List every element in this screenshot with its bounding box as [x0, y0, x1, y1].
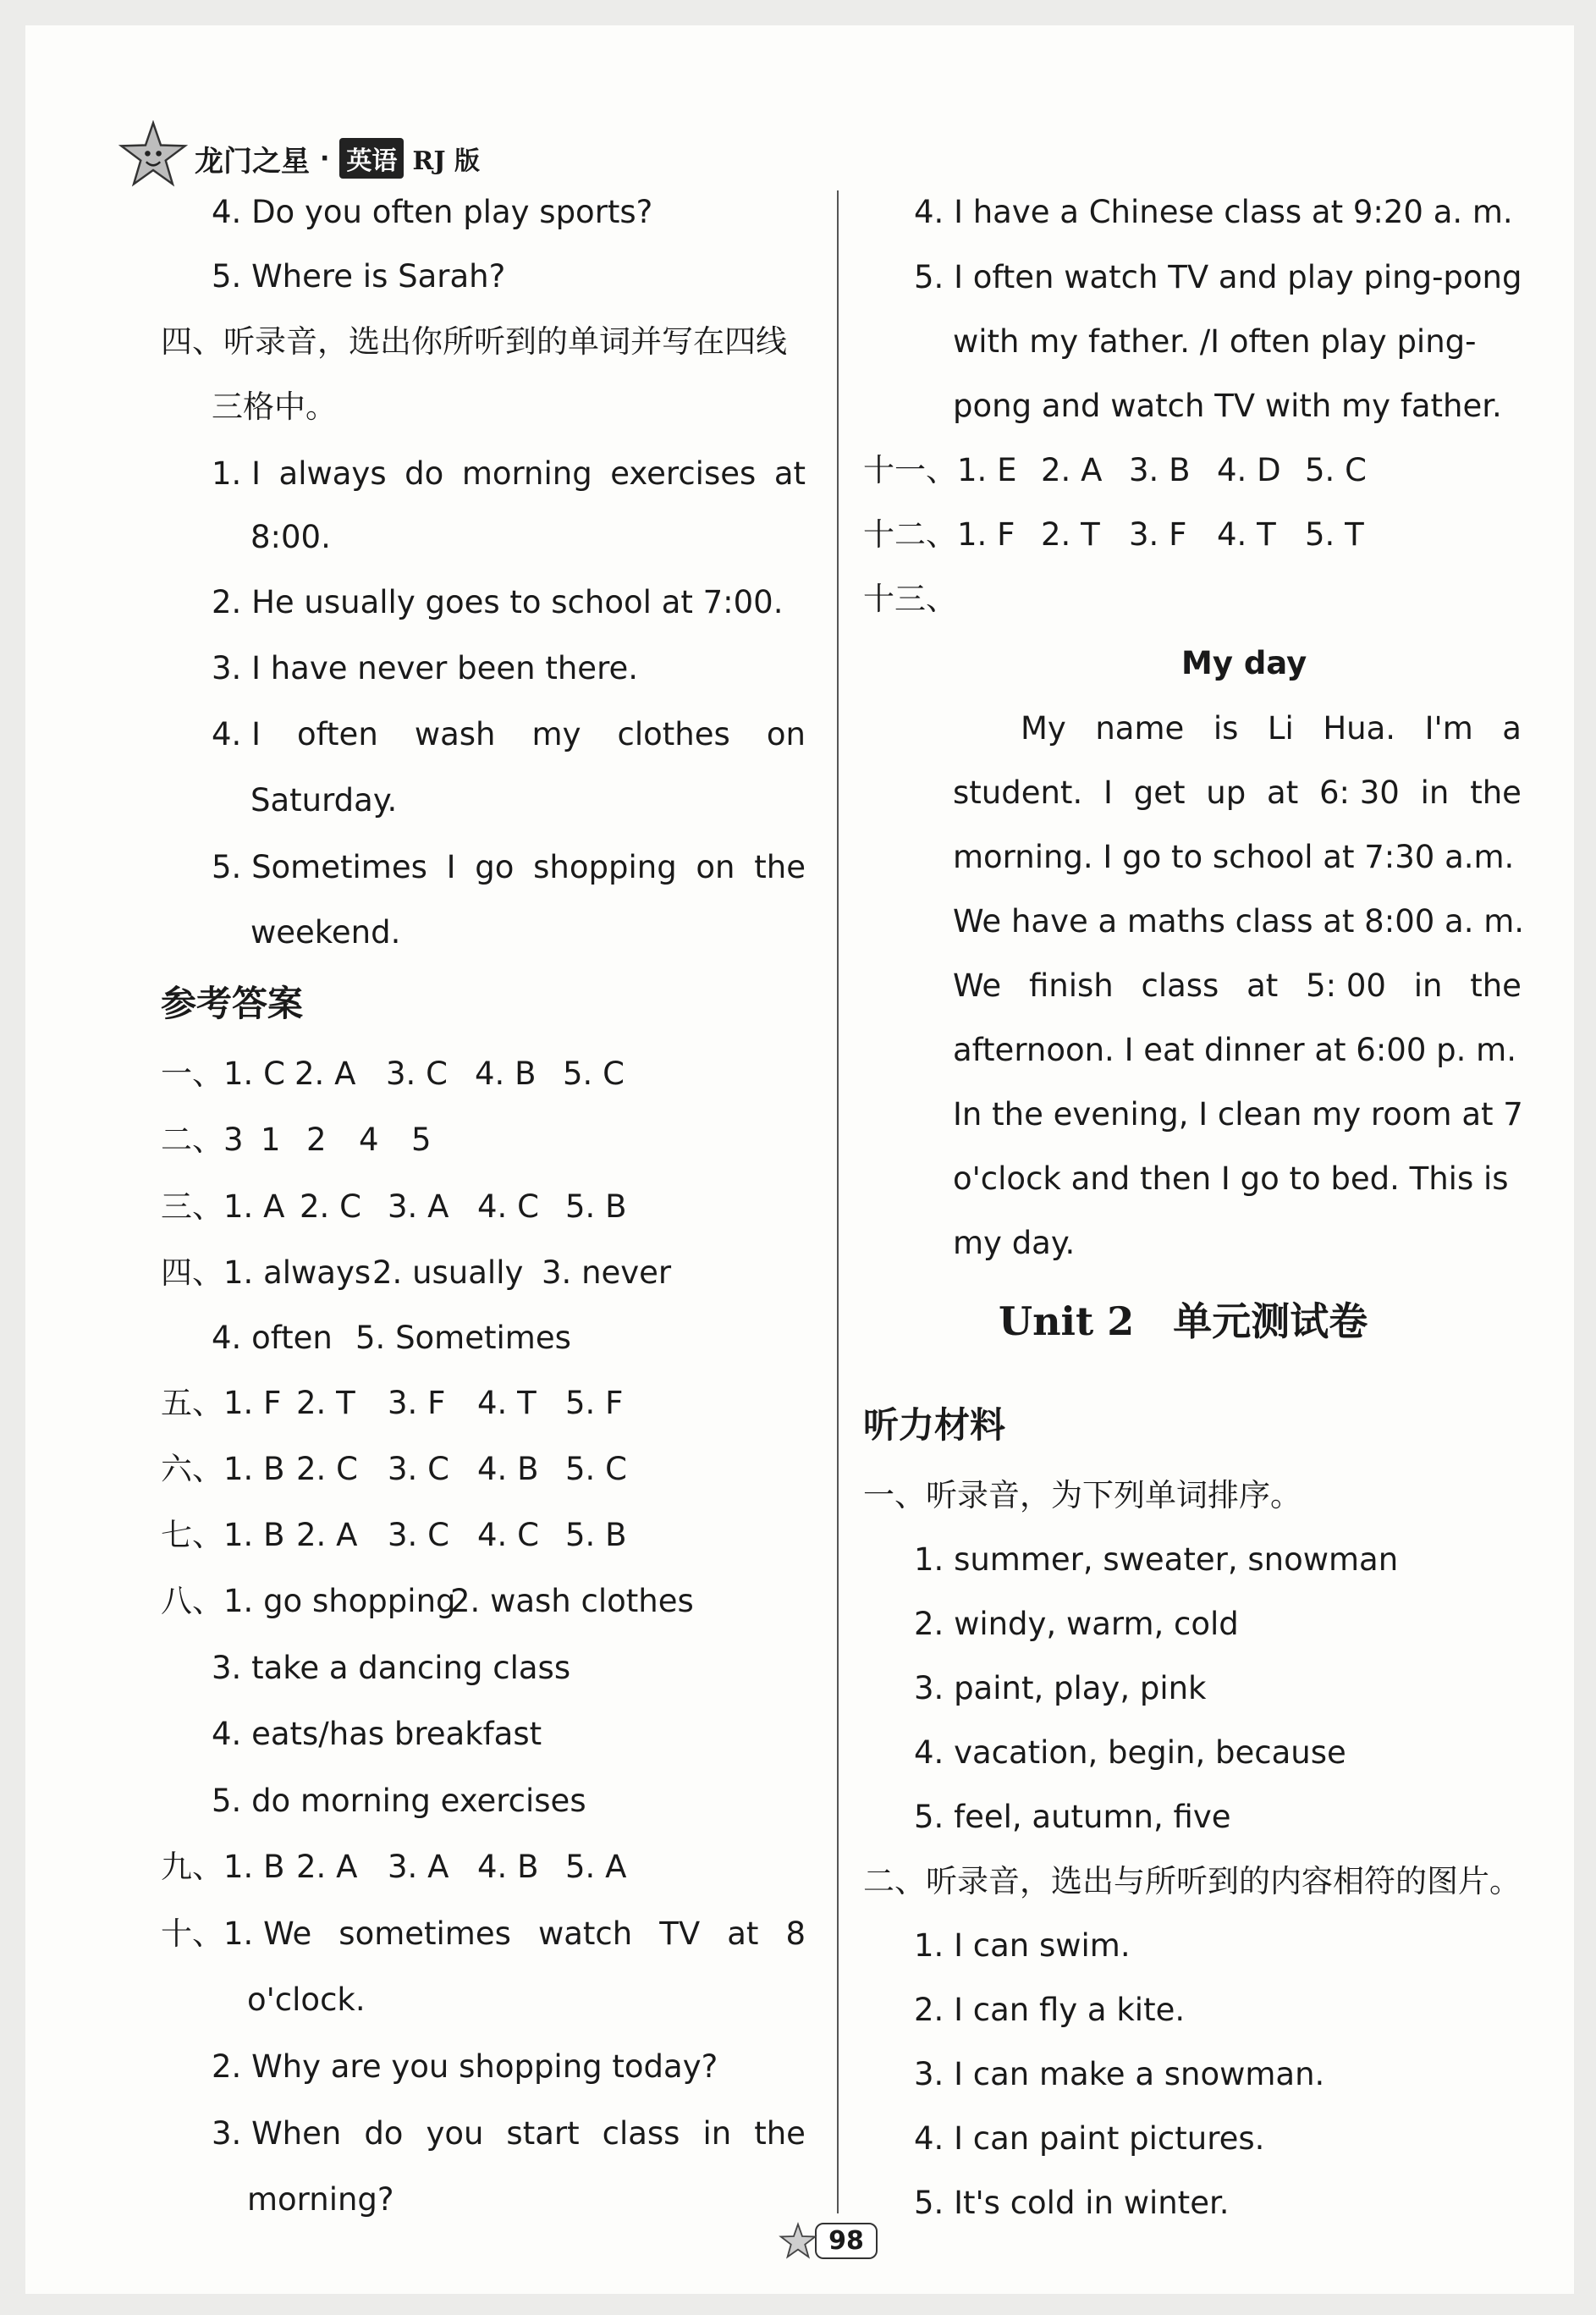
essay-line-8: o'clock and then I go to bed. This is	[953, 1160, 1509, 1197]
answer-row-4-cont: 4. often 5. Sometimes	[212, 1320, 571, 1356]
page-number-label: 98	[815, 2223, 878, 2259]
s4-item-1: 1. I always do morning exercises at	[212, 455, 806, 492]
answer-row-13: 十三、	[863, 581, 957, 617]
brand-separator: ·	[320, 143, 330, 174]
s4-item-5: 5. Sometimes I go shopping on the	[212, 849, 806, 885]
essay-title: My day	[1181, 645, 1307, 681]
section-4-title: 四、听录音，选出你所听到的单词并写在四线	[161, 323, 787, 360]
answer-row-10-item-1-cont: o'clock.	[247, 1982, 366, 2018]
unit2-s2-item-3: 3. I can make a snowman.	[914, 2056, 1325, 2092]
section-4-title-cont: 三格中。	[212, 389, 337, 425]
unit2-s1-item-2: 2. windy, warm, cold	[914, 1606, 1239, 1642]
answer-row-4: 四、1. always2. usually 3. never	[161, 1254, 672, 1291]
essay-line-6: afternoon. I eat dinner at 6:00 p. m.	[953, 1032, 1516, 1068]
brand-title: 龙门之星	[195, 144, 310, 179]
unit2-s1-item-1: 1. summer, sweater, snowman	[914, 1541, 1399, 1578]
essay-line-9: my day.	[953, 1225, 1076, 1261]
edition-label: RJ 版	[412, 146, 480, 176]
answer-row-5: 五、1. F 2. T 3. F 4. T 5. F	[161, 1385, 624, 1421]
listening-q4: 4. Do you often play sports?	[212, 194, 653, 230]
answer-row-2: 二、3 1 2 4 5	[161, 1122, 432, 1158]
translation-item-5-cont-2: pong and watch TV with my father.	[953, 388, 1502, 424]
s4-item-4: 4. I often wash my clothes on	[212, 716, 806, 752]
answer-row-10-item-1: 十、1. We sometimes watch TV at 8	[161, 1915, 806, 1952]
unit2-s1-item-5: 5. feel, autumn, five	[914, 1799, 1231, 1835]
essay-line-7: In the evening, I clean my room at 7	[953, 1096, 1523, 1133]
answer-row-11: 十一、1. E 2. A 3. B 4. D 5. C	[863, 452, 1367, 488]
answer-row-3: 三、1. A 2. C 3. A 4. C 5. B	[161, 1188, 627, 1225]
essay-line-3: morning. I go to school at 7:30 a.m.	[953, 839, 1515, 875]
answer-row-8-item-5: 5. do morning exercises	[212, 1783, 586, 1819]
s4-item-5-cont: weekend.	[250, 914, 401, 951]
s4-item-4-cont: Saturday.	[250, 782, 398, 819]
page-number	[779, 2220, 880, 2261]
answers-heading: 参考答案	[161, 983, 304, 1024]
s4-item-2: 2. He usually goes to school at 7:00.	[212, 584, 784, 620]
translation-item-5-cont-1: with my father. /I often play ping-	[953, 323, 1477, 360]
answer-row-10-item-3-cont: morning?	[247, 2181, 394, 2218]
subject-badge: 英语	[339, 138, 404, 179]
answer-row-8-item-3: 3. take a dancing class	[212, 1650, 571, 1686]
unit2-s2-item-2: 2. I can fly a kite.	[914, 1992, 1186, 2028]
s4-item-1-cont: 8:00.	[250, 519, 331, 555]
essay-line-4: We have a maths class at 8:00 a. m.	[953, 903, 1525, 940]
translation-item-5: 5. I often watch TV and play ping-pong	[914, 259, 1522, 295]
answer-row-8-item-4: 4. eats/has breakfast	[212, 1716, 542, 1752]
unit2-s2-item-1: 1. I can swim.	[914, 1927, 1131, 1964]
answer-row-10-item-2: 2. Why are you shopping today?	[212, 2048, 718, 2085]
answer-row-7: 七、1. B 2. A 3. C 4. C 5. B	[161, 1517, 627, 1553]
unit2-s2-item-5: 5. It's cold in winter.	[914, 2185, 1230, 2221]
listening-q5: 5. Where is Sarah?	[212, 258, 506, 295]
essay-line-2: student. I get up at 6: 30 in the	[953, 774, 1522, 811]
listening-material-heading: 听力材料	[863, 1404, 1006, 1446]
answer-row-6: 六、1. B 2. C 3. C 4. B 5. C	[161, 1451, 627, 1487]
answer-row-9: 九、1. B 2. A 3. A 4. B 5. A	[161, 1849, 627, 1885]
star-mascot-icon	[118, 120, 188, 190]
page-header	[135, 129, 480, 188]
translation-item-4: 4. I have a Chinese class at 9:20 a. m.	[914, 194, 1513, 230]
answer-row-10-item-3: 3. When do you start class in the	[212, 2115, 806, 2152]
unit-2-title: Unit 2 单元测试卷	[999, 1298, 1368, 1344]
unit2-s2-item-4: 4. I can paint pictures.	[914, 2120, 1265, 2157]
star-icon	[779, 2222, 817, 2261]
document-page	[25, 25, 1574, 2294]
unit2-s1-item-4: 4. vacation, begin, because	[914, 1734, 1346, 1771]
s4-item-3: 3. I have never been there.	[212, 650, 638, 686]
unit2-section-2-title: 二、听录音，选出与所听到的内容相符的图片。	[863, 1863, 1521, 1899]
answer-row-1: 一、1. C 2. A 3. C 4. B 5. C	[161, 1056, 625, 1092]
essay-line-1: My name is Li Hua. I'm a	[1021, 710, 1522, 747]
unit2-section-1-title: 一、听录音，为下列单词排序。	[863, 1477, 1302, 1513]
answer-row-8: 八、1. go shopping2. wash clothes	[161, 1583, 694, 1619]
essay-line-5: We finish class at 5: 00 in the	[953, 967, 1522, 1004]
column-divider	[837, 190, 839, 2213]
answer-row-12: 十二、1. F 2. T 3. F 4. T 5. T	[863, 516, 1364, 553]
unit2-s1-item-3: 3. paint, play, pink	[914, 1670, 1207, 1706]
